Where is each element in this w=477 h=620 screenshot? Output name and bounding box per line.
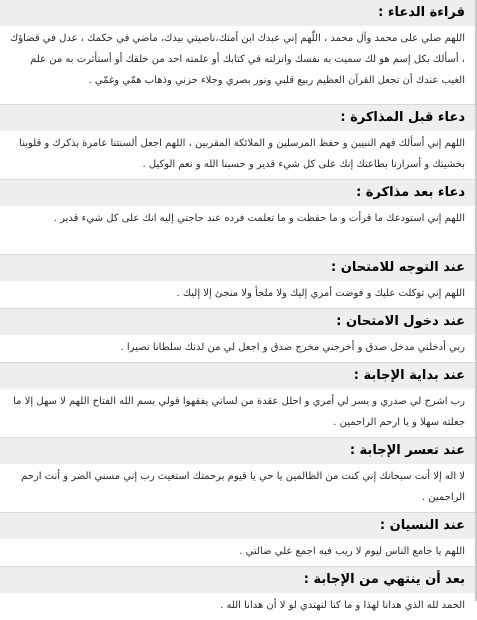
section-text-difficult-answer: لا اله إلا أنت سبحانك إني كنت من الظالمين يا حي يا قيوم برحمتك استغيث رب إني مسني الضر و أنت ارحم الراحمين . <box>0 464 475 512</box>
section-title-start-answering: عند بداية الإجابة : <box>0 363 475 389</box>
section-text-reading-dua: اللهم صلي على محمد وآل محمد ، اللّهم إني عبدك ابن أمتك،ناصيتي بيدك، ماضي في حكمك ، عدل في قضاؤك ، أسألك بكل إسم هو لك سميت به نفسك وانزلته في كتابك أو علمته احد من خلقك أو أستأثرت به من علم الغيب عندك أن تجعل القرآن العظيم ربيع قلبي ونور بصري وجلاء حزني وذهاب همّي وغمّي . <box>0 26 475 104</box>
section-title-after-finishing: بعد أن ينتهي من الإجابة : <box>0 567 475 593</box>
section-title-after-study: دعاء بعد مذاكرة : <box>0 180 475 206</box>
section-title-difficult-answer: عند تعسر الإجابة : <box>0 438 475 464</box>
section-text-entering-exam: ربي أدخلني مدخل صدق و أخرجني مخرج صدق و اجعل لي من لدنك سلطانا نصيرا . <box>0 335 475 362</box>
section-text-forgetting: اللهم يا جامع الناس ليوم لا ريب فيه اجمع علي ضالتي . <box>0 539 475 566</box>
section-text-after-study: اللهم إني استودعك ما قرأت و ما حفظت و ما تعلمت فرده عند حاجتي إليه انك على كل شيء قدير . <box>0 206 475 254</box>
section-title-going-to-exam: عند التوجه للامتحان : <box>0 255 475 281</box>
section-title-before-study: دعاء قبل المذاكرة : <box>0 105 475 131</box>
section-title-reading-dua: قراءة الدعاء : <box>0 0 475 26</box>
section-text-after-finishing: الحمد لله الذي هدانا لهذا و ما كنا لنهتدي لو لا أن هدانا الله . <box>0 593 475 620</box>
section-text-going-to-exam: اللهم إني توكلت عليك و فوضت أمري إليك ولا ملجأ ولا منجئ إلا إليك . <box>0 281 475 308</box>
section-title-forgetting: عند النسيان : <box>0 513 475 539</box>
section-text-before-study: اللهم إني أسألك فهم النبيين و حفظ المرسلين و الملائكة المقربين ، اللهم اجعل ألسنتنا عامرة بذكرك و قلوبنا بخشيتك و أسرارنا بطاعتك إنك على كل شيء قدير و حسبنا الله و نعم الوكيل . <box>0 131 475 179</box>
section-text-start-answering: رب اشرح لي صدري و يسر لي أمري و احلل عقدة من لساني يفقهوا قولي بسم الله الفتاح اللهم لا سهل إلا ما جعلته سهلا و يا ارحم الراحمين . <box>0 389 475 437</box>
section-title-entering-exam: عند دخول الامتحان : <box>0 309 475 335</box>
